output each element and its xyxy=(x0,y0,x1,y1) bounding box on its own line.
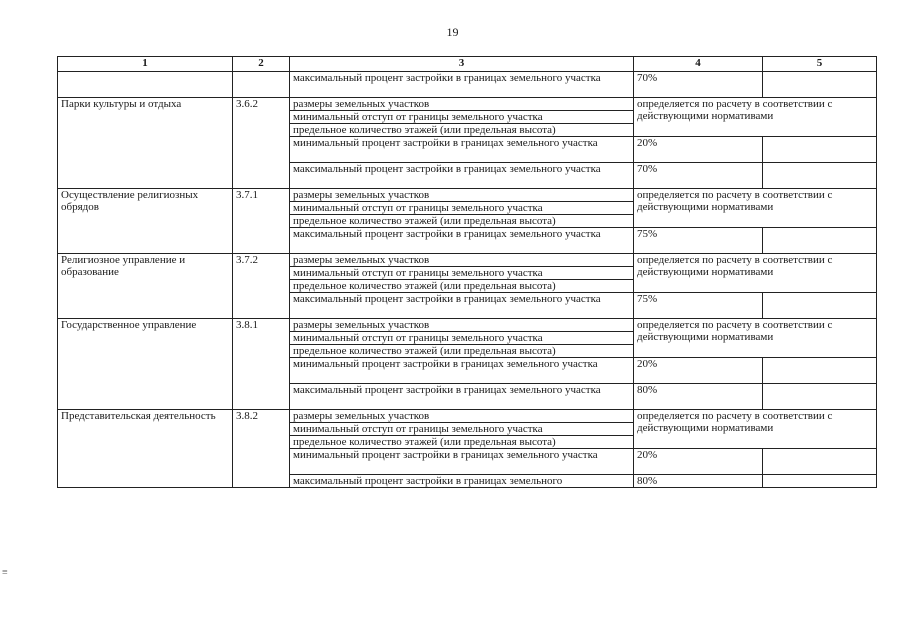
parameter-label: максимальный процент застройки в границах земельного участка xyxy=(290,72,634,98)
cell-empty xyxy=(763,72,877,98)
parameter-label: предельное количество этажей (или предельная высота) xyxy=(290,280,634,293)
table-row xyxy=(58,319,877,332)
parameter-label: размеры земельных участков xyxy=(290,319,634,332)
cell-empty xyxy=(763,475,877,488)
header-row xyxy=(58,57,877,72)
parameter-value: 75% xyxy=(634,228,763,254)
parameter-label: минимальный отступ от границы земельного участка xyxy=(290,332,634,345)
parameter-value: 75% xyxy=(634,293,763,319)
parameter-label: размеры земельных участков xyxy=(290,189,634,202)
parameter-value: 80% xyxy=(634,475,763,488)
regulations-table xyxy=(57,56,877,488)
parameter-label: максимальный процент застройки в границах земельного участка xyxy=(290,163,634,189)
parameter-label: минимальный отступ от границы земельного участка xyxy=(290,202,634,215)
header-col-1: 1 xyxy=(58,57,233,72)
merged-note: определяется по расчету в соответствии с действующими нормативами xyxy=(634,254,877,293)
land-use-code: 3.7.1 xyxy=(233,189,290,254)
cell-empty xyxy=(763,449,877,475)
land-use-name: Религиозное управление и образование xyxy=(58,254,233,319)
parameter-label: минимальный отступ от границы земельного участка xyxy=(290,423,634,436)
parameter-value: 20% xyxy=(634,137,763,163)
land-use-name: Парки культуры и отдыха xyxy=(58,98,233,189)
parameter-value: 80% xyxy=(634,384,763,410)
edge-mark: ≡ xyxy=(2,567,8,578)
parameter-label: предельное количество этажей (или предельная высота) xyxy=(290,124,634,137)
parameter-label: размеры земельных участков xyxy=(290,98,634,111)
parameter-label: максимальный процент застройки в границах земельного участка xyxy=(290,228,634,254)
table-row xyxy=(58,410,877,423)
land-use-name: Представительская деятельность xyxy=(58,410,233,488)
cell-empty xyxy=(763,358,877,384)
parameter-label: предельное количество этажей (или предельная высота) xyxy=(290,215,634,228)
land-use-code: 3.7.2 xyxy=(233,254,290,319)
header-col-3: 3 xyxy=(290,57,634,72)
land-use-name: Государственное управление xyxy=(58,319,233,410)
parameter-label: размеры земельных участков xyxy=(290,254,634,267)
page-number: 19 xyxy=(446,25,459,39)
parameter-value: 70% xyxy=(634,72,763,98)
parameter-label: максимальный процент застройки в границах земельного участка xyxy=(290,384,634,410)
land-use-name: Осуществление религиозных обрядов xyxy=(58,189,233,254)
cell-empty xyxy=(58,72,233,98)
merged-note: определяется по расчету в соответствии с действующими нормативами xyxy=(634,189,877,228)
parameter-label: размеры земельных участков xyxy=(290,410,634,423)
header-col-5: 5 xyxy=(763,57,877,72)
cell-empty xyxy=(763,137,877,163)
cell-empty xyxy=(763,228,877,254)
parameter-label: максимальный процент застройки в границах земельного xyxy=(290,475,634,488)
parameter-label: предельное количество этажей (или предельная высота) xyxy=(290,345,634,358)
cell-empty xyxy=(763,163,877,189)
parameter-label: минимальный отступ от границы земельного участка xyxy=(290,111,634,124)
parameter-label: минимальный процент застройки в границах земельного участка xyxy=(290,358,634,384)
parameter-label: минимальный процент застройки в границах земельного участка xyxy=(290,137,634,163)
parameter-value: 70% xyxy=(634,163,763,189)
header-col-4: 4 xyxy=(634,57,763,72)
table-row xyxy=(58,98,877,111)
parameter-label: минимальный процент застройки в границах земельного участка xyxy=(290,449,634,475)
land-use-code: 3.8.2 xyxy=(233,410,290,488)
land-use-code: 3.6.2 xyxy=(233,98,290,189)
parameter-label: предельное количество этажей (или предельная высота) xyxy=(290,436,634,449)
parameter-label: максимальный процент застройки в границах земельного участка xyxy=(290,293,634,319)
header-col-2: 2 xyxy=(233,57,290,72)
merged-note: определяется по расчету в соответствии с действующими нормативами xyxy=(634,98,877,137)
land-use-code: 3.8.1 xyxy=(233,319,290,410)
table-row xyxy=(58,254,877,267)
merged-note: определяется по расчету в соответствии с действующими нормативами xyxy=(634,319,877,358)
cell-empty xyxy=(233,72,290,98)
merged-note: определяется по расчету в соответствии с действующими нормативами xyxy=(634,410,877,449)
parameter-value: 20% xyxy=(634,358,763,384)
parameter-value: 20% xyxy=(634,449,763,475)
cell-empty xyxy=(763,384,877,410)
table-row xyxy=(58,189,877,202)
cell-empty xyxy=(763,293,877,319)
parameter-label: минимальный отступ от границы земельного участка xyxy=(290,267,634,280)
table-row xyxy=(58,72,877,98)
